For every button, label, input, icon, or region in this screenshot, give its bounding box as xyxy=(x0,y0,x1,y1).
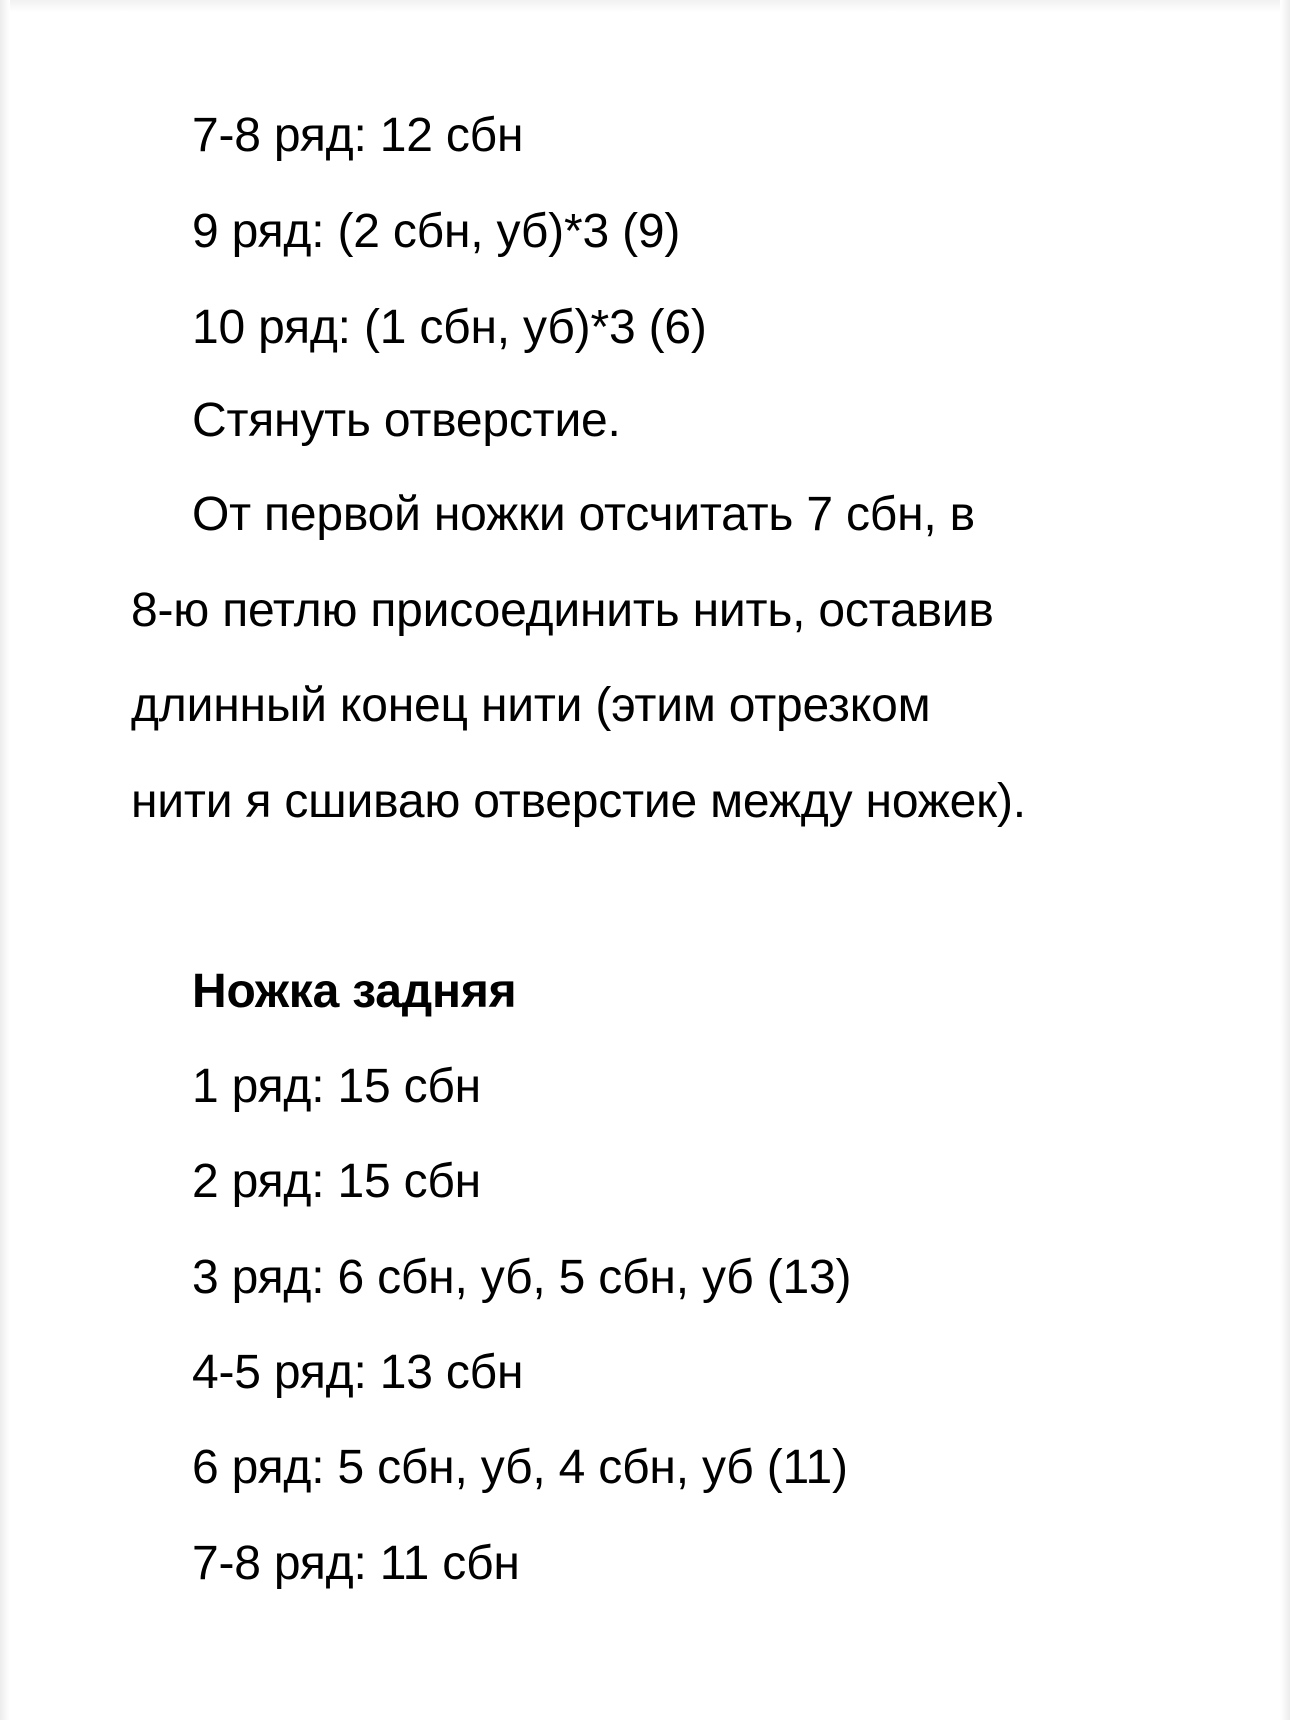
row-line: 7-8 ряд: 12 сбн xyxy=(192,109,524,162)
paragraph-line: длинный конец нити (этим отрезком xyxy=(131,679,931,732)
row-line: 1 ряд: 15 сбн xyxy=(192,1060,481,1113)
row-line: 9 ряд: (2 сбн, уб)*3 (9) xyxy=(192,205,681,258)
row-line: 3 ряд: 6 сбн, уб, 5 сбн, уб (13) xyxy=(192,1251,852,1304)
row-line: 7-8 ряд: 11 сбн xyxy=(192,1537,520,1590)
row-line: 4-5 ряд: 13 сбн xyxy=(192,1346,524,1399)
row-line: 2 ряд: 15 сбн xyxy=(192,1155,481,1208)
instruction-line: Стянуть отверстие. xyxy=(192,394,621,447)
row-line: 6 ряд: 5 сбн, уб, 4 сбн, уб (11) xyxy=(192,1441,848,1494)
paragraph-line: 8-ю петлю присоединить нить, оставив xyxy=(131,584,994,637)
row-line: 10 ряд: (1 сбн, уб)*3 (6) xyxy=(192,301,707,354)
section-heading: Ножка задняя xyxy=(192,965,517,1018)
paragraph-line: нити я сшиваю отверстие между ножек). xyxy=(131,775,1026,828)
paragraph-line: От первой ножки отсчитать 7 сбн, в xyxy=(192,488,975,541)
